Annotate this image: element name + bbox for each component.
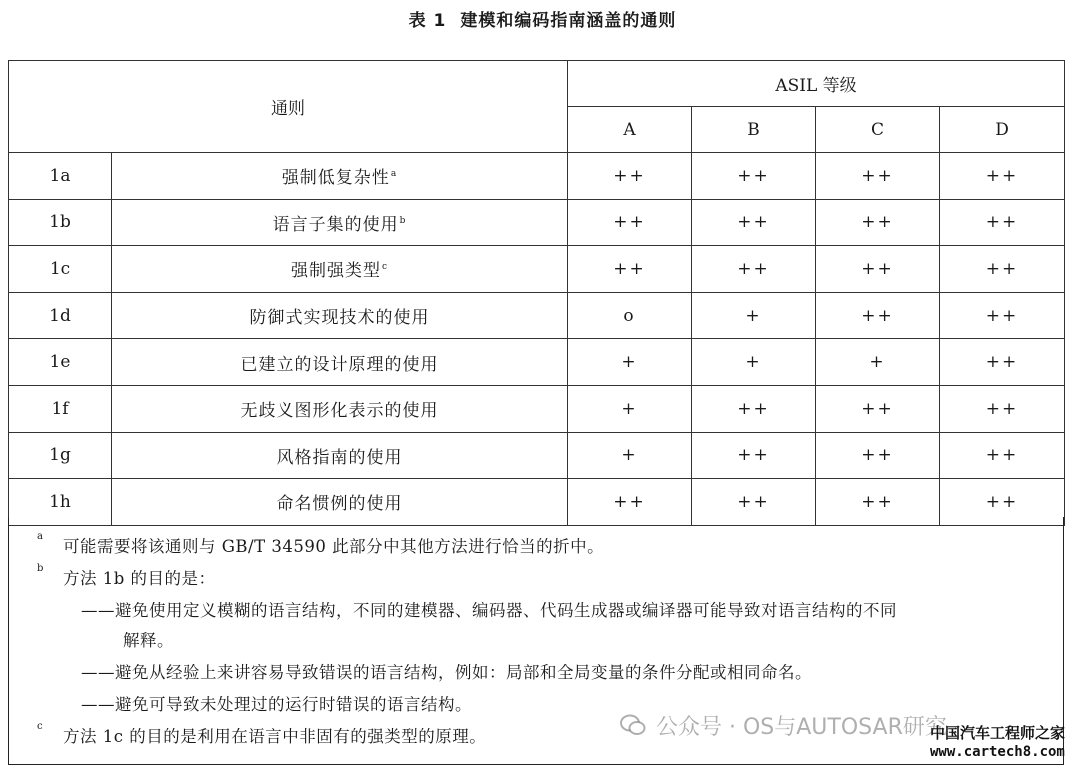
note-b-item: ——避免使用定义模糊的语言结构，不同的建模器、编码器、代码生成器或编译器可能导致对语言结构的不同 <box>81 601 897 620</box>
rule-name: 命名惯例的使用 <box>276 494 403 515</box>
rating-a: ++ <box>568 479 692 526</box>
rule-name: 防御式实现技术的使用 <box>249 308 430 329</box>
watermark-site-name: 中国汽车工程师之家 <box>930 724 1066 742</box>
rule-name-cell <box>112 199 568 246</box>
table-row <box>9 432 1065 479</box>
table-row <box>9 199 1065 246</box>
rating-c: ++ <box>816 246 940 293</box>
rating-c: ++ <box>816 385 940 432</box>
note-mark: a <box>37 531 44 542</box>
watermark-site-url: www.cartech8.com <box>930 744 1065 760</box>
rating-b: ++ <box>692 199 816 246</box>
rating-d: ++ <box>940 153 1065 200</box>
table-number: 表 1 <box>408 11 447 31</box>
header-level-d: D <box>940 107 1065 153</box>
rating-c: ++ <box>816 479 940 526</box>
note-text: 方法 1c 的目的是利用在语言中非固有的强类型的原理。 <box>63 727 487 746</box>
header-level-b: B <box>692 107 816 153</box>
rule-name: 无歧义图形化表示的使用 <box>240 401 439 422</box>
rule-name-cell <box>112 292 568 339</box>
asil-table <box>8 60 1065 526</box>
rule-id: 1d <box>9 292 112 339</box>
rating-d: ++ <box>940 339 1065 386</box>
table-row <box>9 339 1065 386</box>
note-ref: a <box>390 169 398 180</box>
rule-name-cell <box>112 385 568 432</box>
rule-name: 强制强类型 <box>290 261 381 282</box>
header-rule: 通则 <box>9 61 568 153</box>
rule-id: 1c <box>9 246 112 293</box>
note-ref: b <box>399 215 407 226</box>
rating-d: ++ <box>940 432 1065 479</box>
rating-a: ++ <box>568 199 692 246</box>
note-a <box>37 531 605 557</box>
rating-b: + <box>692 292 816 339</box>
rule-name: 语言子集的使用 <box>272 214 399 235</box>
rating-a: ++ <box>568 153 692 200</box>
rating-c: ++ <box>816 153 940 200</box>
note-ref: c <box>381 262 389 273</box>
header-level-a: A <box>568 107 692 153</box>
table-row <box>9 385 1065 432</box>
header-level-c: C <box>816 107 940 153</box>
rating-a: + <box>568 432 692 479</box>
note-mark: c <box>37 721 44 732</box>
rule-name-cell <box>112 432 568 479</box>
wechat-icon <box>620 714 646 736</box>
rule-name-cell <box>112 153 568 200</box>
rating-d: ++ <box>940 292 1065 339</box>
rating-b: ++ <box>692 479 816 526</box>
rating-d: ++ <box>940 246 1065 293</box>
rating-c: ++ <box>816 432 940 479</box>
note-b-item: ——避免可导致未处理过的运行时错误的语言结构。 <box>81 695 472 714</box>
rule-id: 1e <box>9 339 112 386</box>
rule-name-cell <box>112 246 568 293</box>
note-text: 方法 1b 的目的是： <box>63 569 216 588</box>
rating-d: ++ <box>940 199 1065 246</box>
rating-a: o <box>568 292 692 339</box>
rating-c: ++ <box>816 199 940 246</box>
header-asil: ASIL 等级 <box>568 61 1065 107</box>
rating-b: ++ <box>692 246 816 293</box>
rule-id: 1f <box>9 385 112 432</box>
rating-d: ++ <box>940 479 1065 526</box>
note-b <box>37 563 216 589</box>
rule-id: 1h <box>9 479 112 526</box>
rating-b: + <box>692 339 816 386</box>
rating-a: + <box>568 339 692 386</box>
note-c <box>37 721 487 747</box>
table-title <box>0 6 1079 31</box>
note-text: 可能需要将该通则与 GB/T 34590 此部分中其他方法进行恰当的折中。 <box>63 537 605 556</box>
rating-a: ++ <box>568 246 692 293</box>
table-row <box>9 153 1065 200</box>
rule-name: 已建立的设计原理的使用 <box>240 354 439 375</box>
rule-name: 风格指南的使用 <box>276 447 403 468</box>
watermark-text: 公众号 · OS与AUTOSAR研究 <box>656 715 947 740</box>
rating-b: ++ <box>692 153 816 200</box>
rule-name-cell <box>112 339 568 386</box>
rating-c: + <box>816 339 940 386</box>
table-body <box>9 153 1065 526</box>
note-mark: b <box>37 563 44 574</box>
rating-b: ++ <box>692 385 816 432</box>
note-b-item-cont: 解释。 <box>123 631 174 650</box>
rule-name: 强制低复杂性 <box>281 168 390 189</box>
note-b-item: ——避免从经验上来讲容易导致错误的语言结构，例如：局部和全局变量的条件分配或相同命名。 <box>81 663 812 682</box>
table-row <box>9 292 1065 339</box>
rule-id: 1b <box>9 199 112 246</box>
rating-b: ++ <box>692 432 816 479</box>
rule-id: 1g <box>9 432 112 479</box>
rating-c: ++ <box>816 292 940 339</box>
table-caption: 建模和编码指南涵盖的通则 <box>460 11 677 31</box>
rating-d: ++ <box>940 385 1065 432</box>
rating-a: + <box>568 385 692 432</box>
rule-id: 1a <box>9 153 112 200</box>
table-row <box>9 246 1065 293</box>
